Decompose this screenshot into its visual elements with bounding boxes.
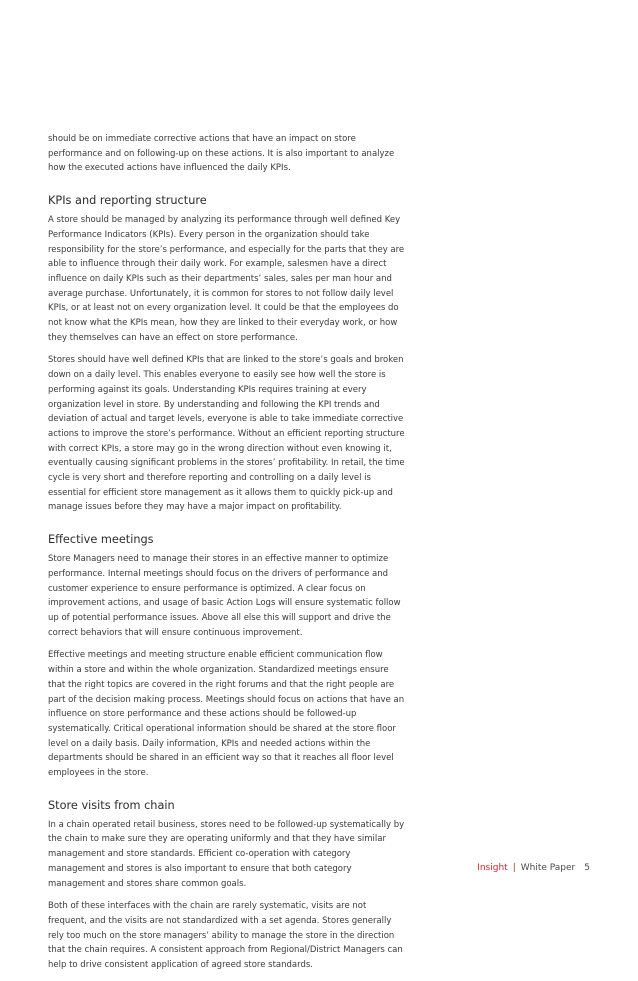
section-store-visits [48,798,406,973]
footer-doc-type: White Paper [520,863,576,873]
footer-separator: | [512,863,516,873]
footer-brand: Insight [477,863,508,873]
paragraph: Effective meetings and meeting structure enable efficient communication flow within a store and within the whole organization. Standardized meetings ensure that the right topics are covered in the right forums and that the right people are part of the decision making process. Meetings should focus on actions that have an influence on store performance and these actions should be followed-up systematically. Critical operational information should be shared at the store floor level on a daily basis. Daily information, KPIs and needed actions within the departments should be shared in an efficient way so that it reaches all floor level employees in the store. [48,650,405,779]
page-content [48,132,406,981]
page-footer [477,862,590,874]
section-kpis-reporting [48,193,406,515]
paragraph: A store should be managed by analyzing its performance through well defined Key Performance Indicators (KPIs). Every person in the organization should take responsibility for the store’s performance, and especially for the parts that they are able to influence through their daily work. For example, salesmen have a direct influence on daily KPIs such as their departments’ sales, sales per man hour and average purchase. Unfortunately, it is common for stores to not follow daily level KPIs, or at least not on every organization level. It could be that the employees do not know what the KPIs mean, how they are linked to their everyday work, or how they themselves can have an effect on store performance. [48,215,405,343]
paragraph: Store Managers need to manage their stores in an effective manner to optimize performance. Internal meetings should focus on the drivers of performance and customer experience to ensure performance is optimized. A clear focus on improvement actions, and usage of basic Action Logs will ensure systematic follow up of potential performance issues. Above all else this will support and drive the correct behaviors that will ensure continuous improvement. [48,554,401,638]
section-heading-store-visits: Store visits from chain [48,798,175,812]
section-heading-kpis: KPIs and reporting structure [48,194,207,208]
section-effective-meetings [48,532,406,781]
paragraph: Stores should have well defined KPIs that are linked to the store’s goals and broken down on a daily level. This enables everyone to easily see how well the store is performing against its goals. Understanding KPIs requires training at every organization level in store. By understanding and following the KPI trends and deviation of actual and target levels, everyone is able to take immediate corrective actions to improve the store’s performance. Without an efficient reporting structure with correct KPIs, a store may go in the wrong direction without even knowing it, eventually causing significant problems in the stores’ profitability. In retail, the time cycle is very short and therefore reporting and controlling on a daily level is essential for efficient store management as it allows them to quickly pick-up and manage issues before they may have a major impact on profitability. [48,355,405,513]
paragraph: In a chain operated retail business, stores need to be followed-up systematically by the chain to make sure they are operating uniformly and that they have similar management and store standards. Efficient co-operation with category management and stores is also important to ensure that both category management and stores share common goals. [48,819,405,889]
paragraph: Both of these interfaces with the chain are rarely systematic, visits are not frequent, and the visits are not standardized with a set agenda. Stores generally rely too much on the store managers’ ability to manage the store in the direction that the chain requires. A consistent approach from Regional/District Managers can help to drive consistent application of agreed store standards. [48,901,403,971]
intro-paragraph: should be on immediate corrective actions that have an impact on store performance and on following-up on these actions. It is also important to analyze how the executed actions have influenced the daily KPIs. [48,134,395,174]
page-number: 5 [584,863,590,873]
section-heading-meetings: Effective meetings [48,533,154,547]
